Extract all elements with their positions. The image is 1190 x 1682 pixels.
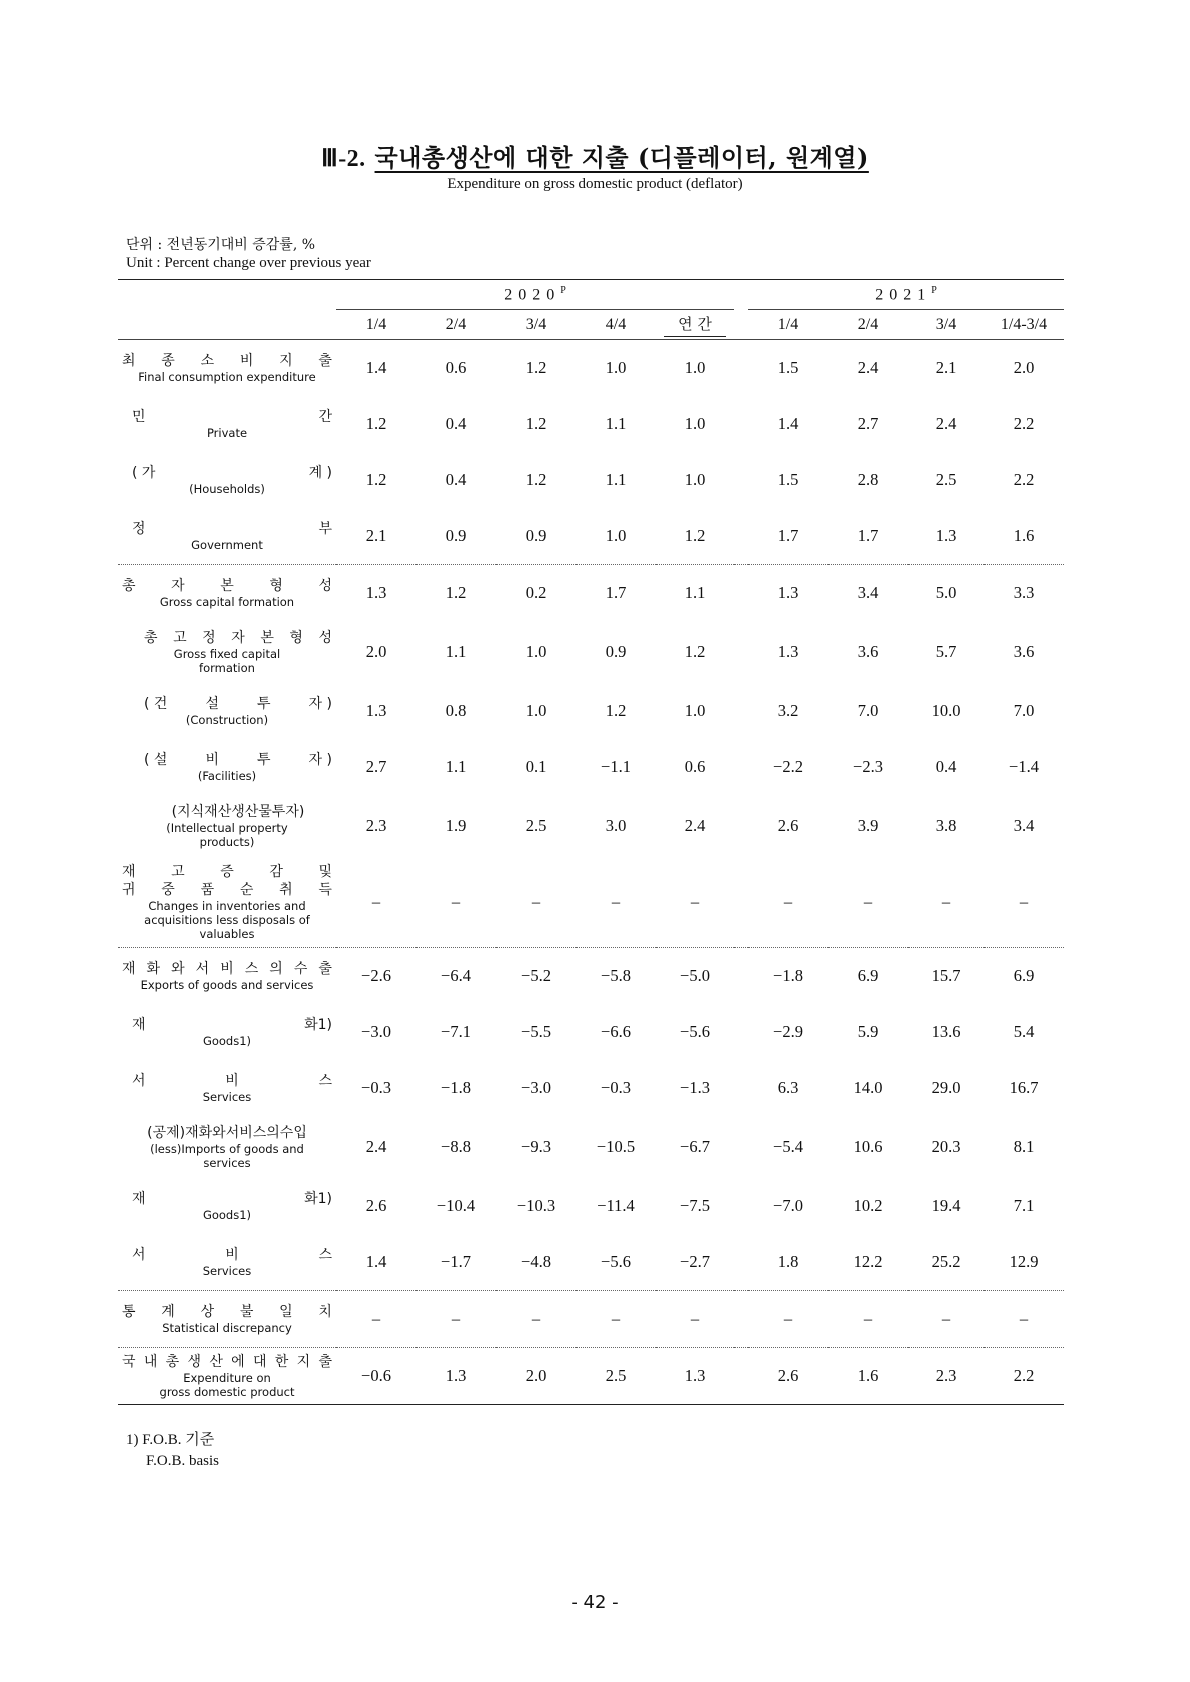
cell-2020: −0.6 bbox=[336, 1348, 416, 1405]
cell-2020: 1.2 bbox=[525, 414, 547, 433]
cell-2020: 1.4 bbox=[365, 1252, 387, 1271]
cell-2020: −3.0 bbox=[361, 1022, 391, 1041]
cell-2020: – bbox=[690, 892, 700, 911]
cell-2021: 2.2 bbox=[1013, 470, 1035, 489]
cell-2020: 1.0 bbox=[684, 701, 706, 720]
row-label-english: Services bbox=[202, 1264, 252, 1278]
cell-2020: 2.5 bbox=[525, 816, 547, 835]
cell-2020: 2.0 bbox=[496, 1348, 576, 1405]
row-label-english: Exports of goods and services bbox=[140, 978, 314, 992]
row-label-english: (Households) bbox=[189, 482, 265, 496]
row-label-korean: ( 건 설 투 자 ) bbox=[144, 696, 332, 712]
cell-2020: 0.1 bbox=[525, 757, 547, 776]
page-subtitle: Expenditure on gross domestic product (deflator) bbox=[447, 176, 743, 192]
row-label-english: valuables bbox=[199, 927, 255, 941]
row-label-english: (less)Imports of goods and bbox=[150, 1142, 304, 1156]
cell-2020: 2.7 bbox=[365, 757, 387, 776]
expenditure-table bbox=[118, 279, 1064, 1405]
table-row bbox=[118, 621, 1064, 683]
row-label-english: products) bbox=[199, 835, 255, 849]
year-2021-header: $2021^P$ bbox=[748, 280, 1064, 310]
cell-2021: 3.2 bbox=[777, 701, 799, 720]
row-label-english: Gross fixed capital bbox=[173, 647, 281, 661]
cell-2021: 5.7 bbox=[935, 642, 957, 661]
row-label-korean: 민 간 bbox=[132, 409, 332, 425]
cell-2020: 1.1 bbox=[605, 414, 627, 433]
row-label-english: Gross capital formation bbox=[159, 595, 295, 609]
row-label-english: Goods1) bbox=[202, 1034, 252, 1048]
cell-2020: 1.1 bbox=[605, 470, 627, 489]
table-row bbox=[118, 1060, 1064, 1116]
cell-2021: 6.9 bbox=[828, 948, 908, 1005]
cell-2020: −2.6 bbox=[336, 948, 416, 1005]
row-label-english: services bbox=[203, 1156, 251, 1170]
cell-2021: – bbox=[783, 892, 793, 911]
cell-2020: – bbox=[656, 1291, 734, 1348]
cell-2020: 0.9 bbox=[445, 526, 467, 545]
cell-2021: 2.2 bbox=[1013, 414, 1035, 433]
cell-2020: 1.2 bbox=[605, 701, 627, 720]
cell-2021: 10.6 bbox=[853, 1137, 883, 1156]
row-label-korean: ( 설 비 투 자 ) bbox=[144, 752, 332, 768]
row-label bbox=[118, 565, 336, 622]
cell-2020: −5.5 bbox=[521, 1022, 551, 1041]
row-label-korean: 재 화 와 서 비 스 의 수 출 bbox=[122, 961, 332, 977]
cell-2021: 2.0 bbox=[1013, 358, 1035, 377]
page-title bbox=[0, 138, 1190, 173]
cell-2021: 1.7 bbox=[857, 526, 879, 545]
cell-2020: 2.3 bbox=[365, 816, 387, 835]
row-label bbox=[118, 452, 336, 508]
cell-2021: 12.2 bbox=[853, 1252, 883, 1271]
cell-2021: 14.0 bbox=[853, 1078, 883, 1097]
cell-2021: 3.4 bbox=[1013, 816, 1035, 835]
cell-2021: 1.3 bbox=[777, 642, 799, 661]
cell-2021: −2.2 bbox=[773, 757, 803, 776]
cell-2020: 1.2 bbox=[365, 470, 387, 489]
cell-2021: 3.9 bbox=[857, 816, 879, 835]
cell-2021: 2.2 bbox=[984, 1348, 1064, 1405]
cell-2020: 0.2 bbox=[496, 565, 576, 622]
cell-2021: – bbox=[748, 1291, 828, 1348]
cell-2021: 15.7 bbox=[908, 948, 984, 1005]
page-number: - 42 - bbox=[571, 1592, 619, 1613]
cell-2021: 2.8 bbox=[857, 470, 879, 489]
cell-2021: 3.4 bbox=[828, 565, 908, 622]
cell-2021: −1.8 bbox=[748, 948, 828, 1005]
row-label-english: Private bbox=[206, 426, 248, 440]
cell-2021: 1.5 bbox=[777, 470, 799, 489]
cell-2021: 1.7 bbox=[777, 526, 799, 545]
table-row bbox=[118, 795, 1064, 857]
row-label-korean: 서 비 스 bbox=[132, 1247, 332, 1263]
cell-2021: – bbox=[863, 892, 873, 911]
cell-2020: 0.4 bbox=[445, 414, 467, 433]
cell-2021: −2.9 bbox=[773, 1022, 803, 1041]
table-row bbox=[118, 1178, 1064, 1234]
cell-2020: −5.6 bbox=[680, 1022, 710, 1041]
cell-2021: – bbox=[828, 1291, 908, 1348]
row-label-korean: 재 화1) bbox=[132, 1017, 332, 1033]
cell-2020: – bbox=[576, 1291, 656, 1348]
cell-2020: – bbox=[416, 1291, 496, 1348]
table-row bbox=[118, 452, 1064, 508]
cell-2021: 10.0 bbox=[931, 701, 961, 720]
table-row bbox=[118, 396, 1064, 452]
row-label-english: acquisitions less disposals of bbox=[144, 913, 310, 927]
row-label-korean: 최 종 소 비 지 출 bbox=[122, 353, 332, 369]
table-row bbox=[118, 565, 1064, 622]
row-label bbox=[118, 1291, 336, 1348]
cell-2020: −0.3 bbox=[601, 1078, 631, 1097]
row-label bbox=[118, 795, 336, 857]
title-number: Ⅲ-2. bbox=[321, 146, 366, 172]
cell-2021: 2.1 bbox=[935, 358, 957, 377]
cell-2021: 1.8 bbox=[777, 1252, 799, 1271]
footnote-korean: 1) F.O.B. 기준 bbox=[126, 1432, 215, 1448]
footnote-english: F.O.B. basis bbox=[146, 1453, 219, 1469]
cell-2020: −1.8 bbox=[441, 1078, 471, 1097]
cell-2021: 0.4 bbox=[935, 757, 957, 776]
cell-2021: 12.9 bbox=[1009, 1252, 1039, 1271]
cell-2021: – bbox=[908, 1291, 984, 1348]
cell-2021: 19.4 bbox=[931, 1196, 961, 1215]
cell-2020: −0.3 bbox=[361, 1078, 391, 1097]
cell-2021: 2.7 bbox=[857, 414, 879, 433]
cell-2020: 0.8 bbox=[445, 701, 467, 720]
cell-2020: −3.0 bbox=[521, 1078, 551, 1097]
row-label-korean: 총 자 본 형 성 bbox=[122, 578, 332, 594]
row-label bbox=[118, 621, 336, 683]
cell-2021: 25.2 bbox=[931, 1252, 961, 1271]
row-label-korean: 귀 중 품 순 취 득 bbox=[122, 882, 332, 898]
cell-2020: 2.4 bbox=[684, 816, 706, 835]
cell-2021: 2.3 bbox=[908, 1348, 984, 1405]
cell-2020: 1.4 bbox=[365, 358, 387, 377]
cell-2020: 0.4 bbox=[445, 470, 467, 489]
row-label-english: Services bbox=[202, 1090, 252, 1104]
row-label bbox=[118, 396, 336, 452]
cell-2020: 1.9 bbox=[445, 816, 467, 835]
cell-2020: −10.3 bbox=[516, 1196, 556, 1215]
cell-2020: 2.6 bbox=[365, 1196, 387, 1215]
cell-2021: 7.1 bbox=[1013, 1196, 1035, 1215]
cell-2020: −1.1 bbox=[601, 757, 631, 776]
cell-2020: – bbox=[531, 892, 541, 911]
col-header-annual: 연 간 bbox=[656, 310, 734, 340]
cell-2020: – bbox=[336, 1291, 416, 1348]
cell-2021: 29.0 bbox=[931, 1078, 961, 1097]
cell-2021: 1.3 bbox=[935, 526, 957, 545]
cell-2021: 2.5 bbox=[935, 470, 957, 489]
row-label-english: (Intellectual property bbox=[166, 821, 288, 835]
header-year-row bbox=[118, 280, 1064, 310]
cell-2020: 1.3 bbox=[365, 701, 387, 720]
cell-2021: 20.3 bbox=[931, 1137, 961, 1156]
cell-2020: 1.3 bbox=[656, 1348, 734, 1405]
cell-2020: 1.2 bbox=[365, 414, 387, 433]
row-label bbox=[118, 340, 336, 397]
row-label-english: Final consumption expenditure bbox=[138, 370, 316, 384]
cell-2020: – bbox=[611, 892, 621, 911]
cell-2020: 1.0 bbox=[605, 358, 627, 377]
title-korean: 국내총생산에 대한 지출 (디플레이터, 원계열) bbox=[374, 143, 869, 172]
row-label-english: Goods1) bbox=[202, 1208, 252, 1222]
row-label-english: gross domestic product bbox=[159, 1385, 295, 1399]
cell-2021: 6.9 bbox=[984, 948, 1064, 1005]
unit-english: Unit : Percent change over previous year bbox=[126, 255, 371, 271]
cell-2020: −8.8 bbox=[441, 1137, 471, 1156]
cell-2021: 1.6 bbox=[828, 1348, 908, 1405]
cell-2020: −5.2 bbox=[496, 948, 576, 1005]
table-row bbox=[118, 1234, 1064, 1291]
cell-2021: 2.4 bbox=[857, 358, 879, 377]
col-header: 1/4 bbox=[336, 310, 416, 340]
col-header: 3/4 bbox=[908, 310, 984, 340]
cell-2020: 1.2 bbox=[684, 642, 706, 661]
cell-2021: 3.6 bbox=[1013, 642, 1035, 661]
cell-2020: −5.0 bbox=[656, 948, 734, 1005]
row-label-english: Expenditure on bbox=[183, 1371, 271, 1385]
cell-2021: 3.3 bbox=[984, 565, 1064, 622]
row-label-english: Government bbox=[191, 538, 263, 552]
cell-2020: 1.2 bbox=[525, 470, 547, 489]
cell-2020: −6.7 bbox=[680, 1137, 710, 1156]
table-row bbox=[118, 508, 1064, 565]
row-label-korean: (공제)재화와서비스의수입 bbox=[147, 1125, 307, 1141]
header-quarter-row bbox=[118, 310, 1064, 340]
cell-2020: −5.8 bbox=[576, 948, 656, 1005]
cell-2021: 3.8 bbox=[935, 816, 957, 835]
table-row bbox=[118, 683, 1064, 739]
row-label bbox=[118, 739, 336, 795]
cell-2020: 1.1 bbox=[656, 565, 734, 622]
col-header: 2/4 bbox=[828, 310, 908, 340]
col-header: 3/4 bbox=[496, 310, 576, 340]
cell-2020: – bbox=[371, 892, 381, 911]
cell-2021: 13.6 bbox=[931, 1022, 961, 1041]
cell-2021: 10.2 bbox=[853, 1196, 883, 1215]
cell-2021: 5.4 bbox=[1013, 1022, 1035, 1041]
table-row bbox=[118, 340, 1064, 397]
cell-2021: −7.0 bbox=[773, 1196, 803, 1215]
col-header: 1/4-3/4 bbox=[984, 310, 1064, 340]
cell-2020: 0.9 bbox=[525, 526, 547, 545]
cell-2020: 1.2 bbox=[416, 565, 496, 622]
cell-2020: – bbox=[451, 892, 461, 911]
row-label bbox=[118, 1116, 336, 1178]
cell-2020: −1.3 bbox=[680, 1078, 710, 1097]
cell-2021: 1.5 bbox=[777, 358, 799, 377]
cell-2021: 5.9 bbox=[857, 1022, 879, 1041]
cell-2021: – bbox=[941, 892, 951, 911]
cell-2021: 16.7 bbox=[1009, 1078, 1039, 1097]
cell-2020: −7.1 bbox=[441, 1022, 471, 1041]
row-label-korean: 서 비 스 bbox=[132, 1073, 332, 1089]
row-label-english: (Facilities) bbox=[197, 769, 257, 783]
cell-2020: 1.1 bbox=[445, 757, 467, 776]
row-label bbox=[118, 508, 336, 565]
cell-2021: – bbox=[1019, 892, 1029, 911]
table-row bbox=[118, 1116, 1064, 1178]
cell-2020: 1.3 bbox=[416, 1348, 496, 1405]
cell-2020: 2.4 bbox=[365, 1137, 387, 1156]
cell-2021: 1.4 bbox=[777, 414, 799, 433]
cell-2020: −10.4 bbox=[436, 1196, 476, 1215]
cell-2020: −6.4 bbox=[416, 948, 496, 1005]
cell-2021: 2.6 bbox=[777, 816, 799, 835]
cell-2020: 0.6 bbox=[684, 757, 706, 776]
cell-2021: 8.1 bbox=[1013, 1137, 1035, 1156]
table-row bbox=[118, 1348, 1064, 1405]
cell-2020: 2.0 bbox=[365, 642, 387, 661]
row-label bbox=[118, 1348, 336, 1405]
row-label-korean: 재 화1) bbox=[132, 1191, 332, 1207]
row-label-english: (Construction) bbox=[185, 713, 269, 727]
row-label-english: Statistical discrepancy bbox=[162, 1321, 292, 1335]
col-header: 4/4 bbox=[576, 310, 656, 340]
cell-2020: 1.0 bbox=[684, 470, 706, 489]
cell-2020: 1.0 bbox=[525, 701, 547, 720]
cell-2020: −5.6 bbox=[601, 1252, 631, 1271]
cell-2021: 6.3 bbox=[777, 1078, 799, 1097]
row-label-korean: 국 내 총 생 산 에 대 한 지 출 bbox=[122, 1354, 332, 1370]
row-label-korean: 총 고 정 자 본 형 성 bbox=[144, 630, 332, 646]
year-2020-header: $2020^P$ bbox=[336, 280, 734, 310]
cell-2020: −6.6 bbox=[601, 1022, 631, 1041]
cell-2020: −2.7 bbox=[680, 1252, 710, 1271]
row-label-english: Changes in inventories and bbox=[148, 899, 306, 913]
col-header: 1/4 bbox=[748, 310, 828, 340]
cell-2020: 0.6 bbox=[445, 358, 467, 377]
table-row bbox=[118, 948, 1064, 1005]
table-row bbox=[118, 1004, 1064, 1060]
cell-2021: 7.0 bbox=[857, 701, 879, 720]
cell-2020: 1.7 bbox=[576, 565, 656, 622]
cell-2020: 1.2 bbox=[525, 358, 547, 377]
row-label bbox=[118, 948, 336, 1005]
cell-2021: 2.4 bbox=[935, 414, 957, 433]
row-label bbox=[118, 1178, 336, 1234]
cell-2021: −1.4 bbox=[1009, 757, 1039, 776]
cell-2021: 5.0 bbox=[908, 565, 984, 622]
cell-2020: −10.5 bbox=[596, 1137, 636, 1156]
cell-2020: 1.1 bbox=[445, 642, 467, 661]
cell-2021: 1.3 bbox=[748, 565, 828, 622]
cell-2020: 0.9 bbox=[605, 642, 627, 661]
cell-2021: 1.6 bbox=[1013, 526, 1035, 545]
unit-korean: 단위 : 전년동기대비 증감률, % bbox=[126, 237, 316, 253]
row-label-korean: 정 부 bbox=[132, 521, 332, 537]
row-label bbox=[118, 857, 336, 948]
cell-2020: −7.5 bbox=[680, 1196, 710, 1215]
cell-2020: 3.0 bbox=[605, 816, 627, 835]
cell-2020: 1.0 bbox=[525, 642, 547, 661]
table-row bbox=[118, 857, 1064, 948]
cell-2020: −1.7 bbox=[441, 1252, 471, 1271]
cell-2020: 1.0 bbox=[684, 414, 706, 433]
cell-2020: 2.1 bbox=[365, 526, 387, 545]
cell-2021: – bbox=[984, 1291, 1064, 1348]
row-label-korean: ( 가 계 ) bbox=[132, 465, 332, 481]
table-row bbox=[118, 739, 1064, 795]
cell-2021: −2.3 bbox=[853, 757, 883, 776]
cell-2020: 1.2 bbox=[684, 526, 706, 545]
row-label-korean: 통 계 상 불 일 치 bbox=[122, 1304, 332, 1320]
cell-2021: 3.6 bbox=[857, 642, 879, 661]
cell-2020: 2.5 bbox=[576, 1348, 656, 1405]
col-header: 2/4 bbox=[416, 310, 496, 340]
cell-2020: 1.0 bbox=[684, 358, 706, 377]
row-label bbox=[118, 1234, 336, 1291]
cell-2020: −11.4 bbox=[597, 1196, 635, 1215]
cell-2020: 1.0 bbox=[605, 526, 627, 545]
cell-2021: 7.0 bbox=[1013, 701, 1035, 720]
row-label-english: formation bbox=[199, 661, 255, 675]
row-label bbox=[118, 683, 336, 739]
cell-2021: 2.6 bbox=[748, 1348, 828, 1405]
cell-2020: −9.3 bbox=[521, 1137, 551, 1156]
cell-2020: – bbox=[496, 1291, 576, 1348]
cell-2020: −4.8 bbox=[521, 1252, 551, 1271]
row-label bbox=[118, 1004, 336, 1060]
cell-2020: 1.3 bbox=[336, 565, 416, 622]
row-label-korean: 재 고 증 감 및 bbox=[122, 864, 332, 880]
row-label bbox=[118, 1060, 336, 1116]
table-row bbox=[118, 1291, 1064, 1348]
row-label-korean: (지식재산생산물투자) bbox=[171, 804, 305, 820]
cell-2021: −5.4 bbox=[773, 1137, 803, 1156]
